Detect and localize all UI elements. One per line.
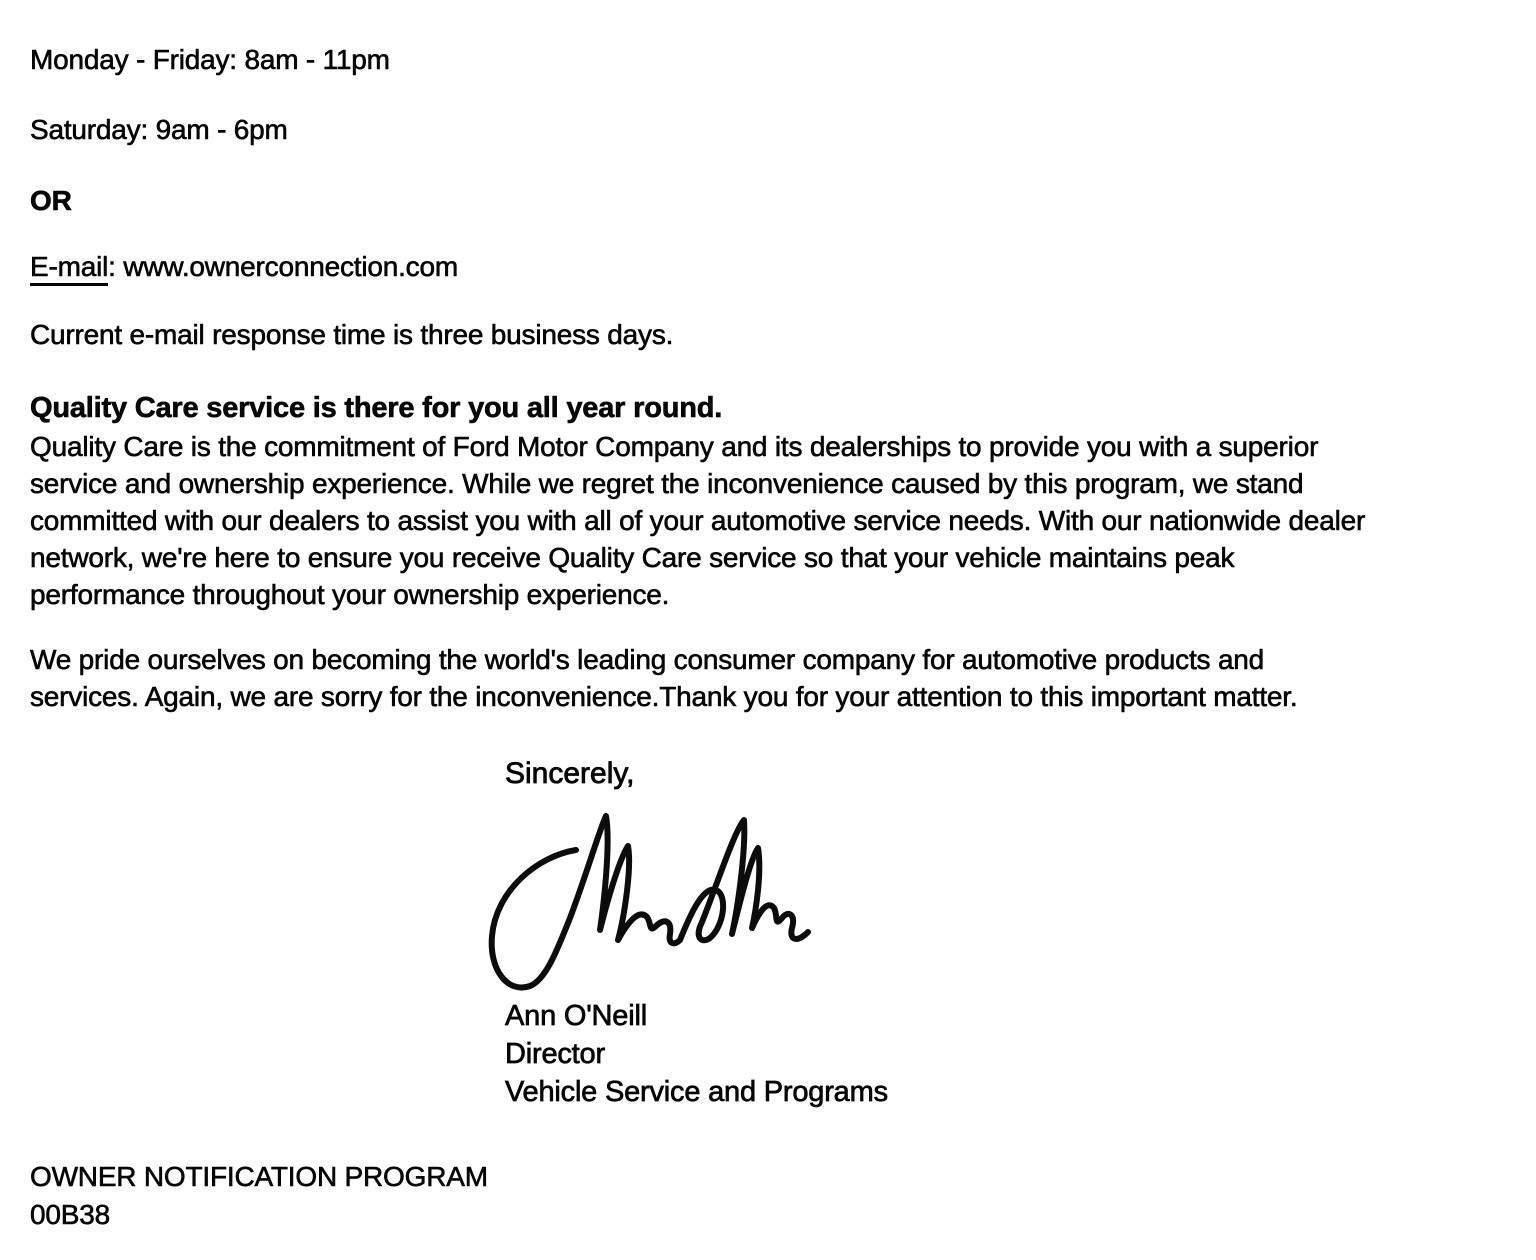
hours-weekday-line: Monday - Friday: 8am - 11pm bbox=[30, 44, 390, 75]
closing-paragraph bbox=[30, 641, 1297, 715]
paragraph-line: service and ownership experience. While we regret the inconvenience caused by this program, we stand bbox=[30, 468, 1304, 499]
paragraph-line: performance throughout your ownership experience. bbox=[30, 579, 670, 610]
footer bbox=[30, 1158, 488, 1234]
hours-saturday-line: Saturday: 9am - 6pm bbox=[30, 114, 288, 145]
salutation: Sincerely, bbox=[505, 757, 635, 790]
email-line bbox=[30, 251, 458, 283]
paragraph-line: services. Again, we are sorry for the inconvenience.Thank you for your attention to this important matter. bbox=[30, 681, 1298, 712]
program-code: 00B38 bbox=[30, 1199, 110, 1230]
quality-care-paragraph bbox=[30, 428, 1365, 613]
program-name: OWNER NOTIFICATION PROGRAM bbox=[30, 1161, 488, 1192]
signer-block bbox=[505, 997, 888, 1111]
email-separator: : bbox=[108, 251, 124, 282]
email-address: www.ownerconnection.com bbox=[123, 251, 458, 282]
or-label: OR bbox=[30, 185, 72, 216]
email-label: E-mail bbox=[30, 251, 108, 286]
signer-title: Director bbox=[505, 1038, 605, 1070]
paragraph-line: network, we're here to ensure you receive Quality Care service so that your vehicle maintains peak bbox=[30, 542, 1235, 573]
paragraph-line: We pride ourselves on becoming the world's leading consumer company for automotive products and bbox=[30, 644, 1265, 675]
signature-image bbox=[478, 798, 828, 1003]
paragraph-line: Quality Care is the commitment of Ford Motor Company and its dealerships to provide you with a superior bbox=[30, 431, 1319, 462]
quality-care-heading: Quality Care service is there for you all year round. bbox=[30, 392, 723, 424]
signer-name: Ann O'Neill bbox=[505, 1000, 647, 1032]
signer-department: Vehicle Service and Programs bbox=[505, 1076, 888, 1108]
paragraph-line: committed with our dealers to assist you with all of your automotive service needs. With our nationwide dealer bbox=[30, 505, 1366, 536]
response-time-note: Current e-mail response time is three business days. bbox=[30, 319, 674, 350]
